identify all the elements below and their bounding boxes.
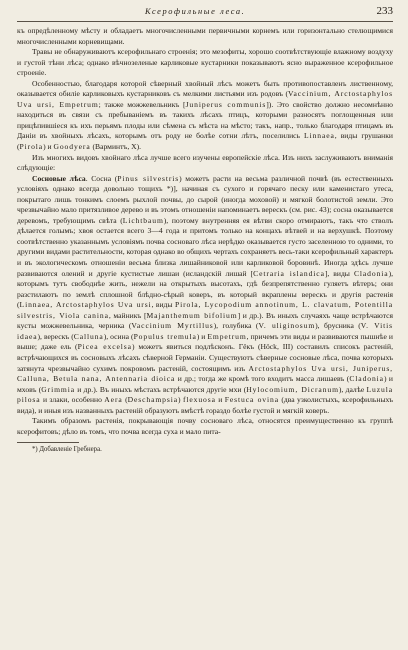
latin-name: V. uliginosum: [258, 321, 316, 331]
text-run: ]). Это свойство должно несомнѣнно находиться въ связи съ пребываніемъ въ такихъ лѣсахъ птицъ, которыми разносятъ поглощенныя или прицѣпившіеся къ ихъ перьямъ плоды или сѣмена съ мѣста на мѣсто; такъ, напр., только благодаря птицамъ въ Даніи въ хвойныхъ лѣсахъ, которымъ отъ роду не болѣе сотни лѣтъ, поселились: [17, 99, 393, 141]
latin-name: Arctostaphylos Uva ursi, Juniperus, Calluna, Betula nana, Antennaria dioica: [17, 363, 393, 384]
latin-name: Luzula pilosa: [17, 384, 393, 405]
text-run: и: [215, 395, 225, 405]
text-run: (: [122, 395, 128, 405]
text-run: ) можетъ явиться подлѣсконъ. Гёкъ (Höck, III) составилъ списокъ растеній, встрѣчающихся въ сосновыхъ лѣсахъ сѣверной Германіи. Существуютъ сѣверные сосновые лѣса, почва которыхъ затянута чрезвычайно сухимъ покровомъ растеній, состоящимъ изъ: [17, 342, 393, 373]
text-run: ), далѣе: [338, 384, 367, 394]
text-run: ): [178, 395, 183, 405]
latin-name: Pirola: [19, 142, 44, 152]
text-run: ), поэтому внутренняя ея вѣтви скоро отмираютъ, такъ что стволъ дѣлается голымъ; хвоя остается всего 3—4 года и притомъ только на концахъ вѣтвей и на верхушкѣ. Поэтому соотвѣтственно указаннымъ условіямъ почва сосноваго лѣса нерѣдко оказывается густо заселенною то одними, то другими видами растительности, которая однако во общихъ чертахъ сохраняетъ весь-таки ксерофильный характеръ и въ экологическомъ отношеніи весьма близка лишайниковой или карликовой боровинѣ. Иногда здѣсь лучше развиваются олений и другіе кустистые лишаи (исландскій лишай [: [17, 215, 393, 278]
text-run: ], виды: [324, 268, 354, 278]
text-run: ), которымъ тутъ свободнѣе жить, нежели на открытыхъ высотахъ, гдѣ безпрепятственно гуляетъ вѣтеръ; они разстилаютъ по землѣ сплошной блѣдно-сѣрый коверъ, въ который вкраплены верескъ и другія растенія (: [17, 268, 393, 310]
latin-name: Calluna: [73, 331, 104, 341]
latin-name: Cladonia: [349, 374, 384, 384]
text-run: ) можетъ расти на весьма различной почвѣ (въ естественныхъ условіяхъ однако всегда довольно тощихъ *)], начиная съ сухого и горячаго песку или каменистаго утеса, покрытаго лишь тонкимъ слоемъ рыхлой почвы, до сырой (иногда моховой) и мягкой болотистой земли. Это чрезвычайно мало притязливое дерево и въ этомъ отношеніи напоминаетъ верескъ (см. рис. 43); сосна оказывается деревомъ, требующимъ свѣта (: [17, 173, 394, 225]
latin-name: Goodyera: [53, 142, 91, 152]
latin-name: flexuosa: [182, 395, 216, 405]
paragraph-p6: [17, 416, 393, 437]
latin-name: Lichtbaum: [122, 215, 164, 225]
text-run: , виды: [151, 300, 175, 310]
paragraph-p5: [17, 174, 393, 417]
text-run: Изъ многихъ видовъ хвойнаго лѣса лучше всего изучены европейскіе лѣса. Изъ нихъ заслуживаютъ вниманія слѣдующіе:: [17, 152, 393, 173]
footnote-rule: [17, 442, 79, 443]
text-run: ), верескъ (: [37, 331, 74, 341]
latin-name: Linnaea: [304, 131, 335, 141]
text-run: ) и: [43, 142, 54, 152]
text-run: и др.). Въ иныхъ мѣстахъ встрѣчаются другіе мхи (: [74, 384, 247, 394]
paragraph-p3: [17, 79, 393, 153]
latin-name: Pinus silvestris: [117, 173, 180, 183]
text-run: ] и др.). Въ иныхъ случаяхъ чаще встрѣчаются кусты можжевельника, черника (: [17, 310, 393, 331]
text-run: Травы не обнаруживаютъ ксерофильнаго строенія; это мезофиты, хорошо соотвѣтствующіе влажному воздуху и густой тѣни лѣса; однако вѣчнозеленые карликовые кустарники показываютъ ясно выраженное ксерофильное строеніе.: [17, 47, 393, 78]
text-run: Такимъ образомъ растенія, покрывающія почву сосноваго лѣса, относятся преимущественно къ группѣ ксерофитовъ; дѣло въ томъ, что почва всегда суха и мало пита-: [17, 416, 393, 436]
latin-name: Festuca ovina: [224, 395, 279, 405]
page-number: 233: [376, 5, 393, 17]
latin-name: Cetraria islandica: [253, 268, 325, 278]
latin-name: Vaccinium Myrtillus: [131, 321, 214, 331]
text-run: и др.; тогда же кромѣ того входитъ масса лишаевъ (: [175, 374, 350, 384]
latin-name: Empetrum: [207, 331, 247, 341]
text-run: , причемъ эти виды и развиваются пышнѣе и выше; даже ель (: [17, 331, 394, 352]
latin-name: V. Vitis idaea: [17, 321, 393, 341]
text-run: (два узколистыхъ, ксерофильныхъ вида), и иныя изъ названныхъ растеній образуютъ вмѣстѣ гораздо болѣе густой и мягкій коверъ.: [17, 395, 393, 415]
latin-name: Grimmia: [41, 384, 75, 394]
body-text: [17, 26, 393, 437]
latin-name: Juniperus communis: [185, 99, 267, 109]
latin-name: Deschampsia: [127, 395, 178, 405]
running-header: [17, 4, 393, 22]
text-run: ), осина (: [103, 331, 134, 341]
latin-name: Vaccinium, Arctostaphylos Uva ursi, Empetrum: [17, 89, 393, 109]
latin-name: Cladonia: [353, 268, 389, 278]
paragraph-p1: [17, 26, 393, 47]
paragraph-p2: [17, 47, 393, 79]
latin-name: Majanthemum bifolium: [146, 310, 238, 320]
text-run: (Варминтъ, X).: [90, 142, 142, 152]
paragraph-p4: [17, 153, 393, 174]
text-run: . Сосна (: [85, 173, 118, 183]
text-run: ) и: [196, 331, 208, 341]
text-run: и злаки, особенно: [40, 395, 105, 405]
section-heading: Сосновые лѣса: [32, 173, 86, 183]
text-run: ), брусника (: [315, 321, 361, 331]
text-run: ; также можжевельникъ [: [98, 99, 186, 109]
text-run: ), голубика (: [213, 321, 259, 331]
text-run: Особенностью, благодаря которой сѣверный хвойный лѣсъ можетъ быть противопоставленъ лиственному, оказывается обиліе карликовыхъ кустарниковъ съ мелкими листьями изъ родовъ (: [17, 78, 393, 99]
latin-name: Linnaea, Arctostaphylos Uva ursi: [19, 300, 152, 310]
text-run: , виды грушанки (: [17, 131, 393, 152]
latin-name: Populus tremula: [133, 331, 197, 341]
latin-name: Picea excelsa: [77, 342, 132, 352]
latin-name: Aera: [104, 395, 123, 405]
latin-name: Pirola, Lycopodium annotinum, L. clavatum, Potentilla silvestris, Viola canina: [17, 300, 394, 320]
running-title: Ксерофильные леса.: [145, 7, 246, 16]
latin-name: Hylocomium, Dicranum: [246, 384, 339, 394]
text-run: ) и мховъ (: [17, 374, 393, 394]
text-run: , майникъ [: [108, 310, 147, 320]
text-run: къ опредѣленному мѣсту и обладаетъ многочисленными первичными корнемъ или горизонтально стелющимися многочисленными корневищами.: [17, 26, 393, 46]
footnote: *) Добавленіе Гребнера.: [32, 446, 102, 454]
